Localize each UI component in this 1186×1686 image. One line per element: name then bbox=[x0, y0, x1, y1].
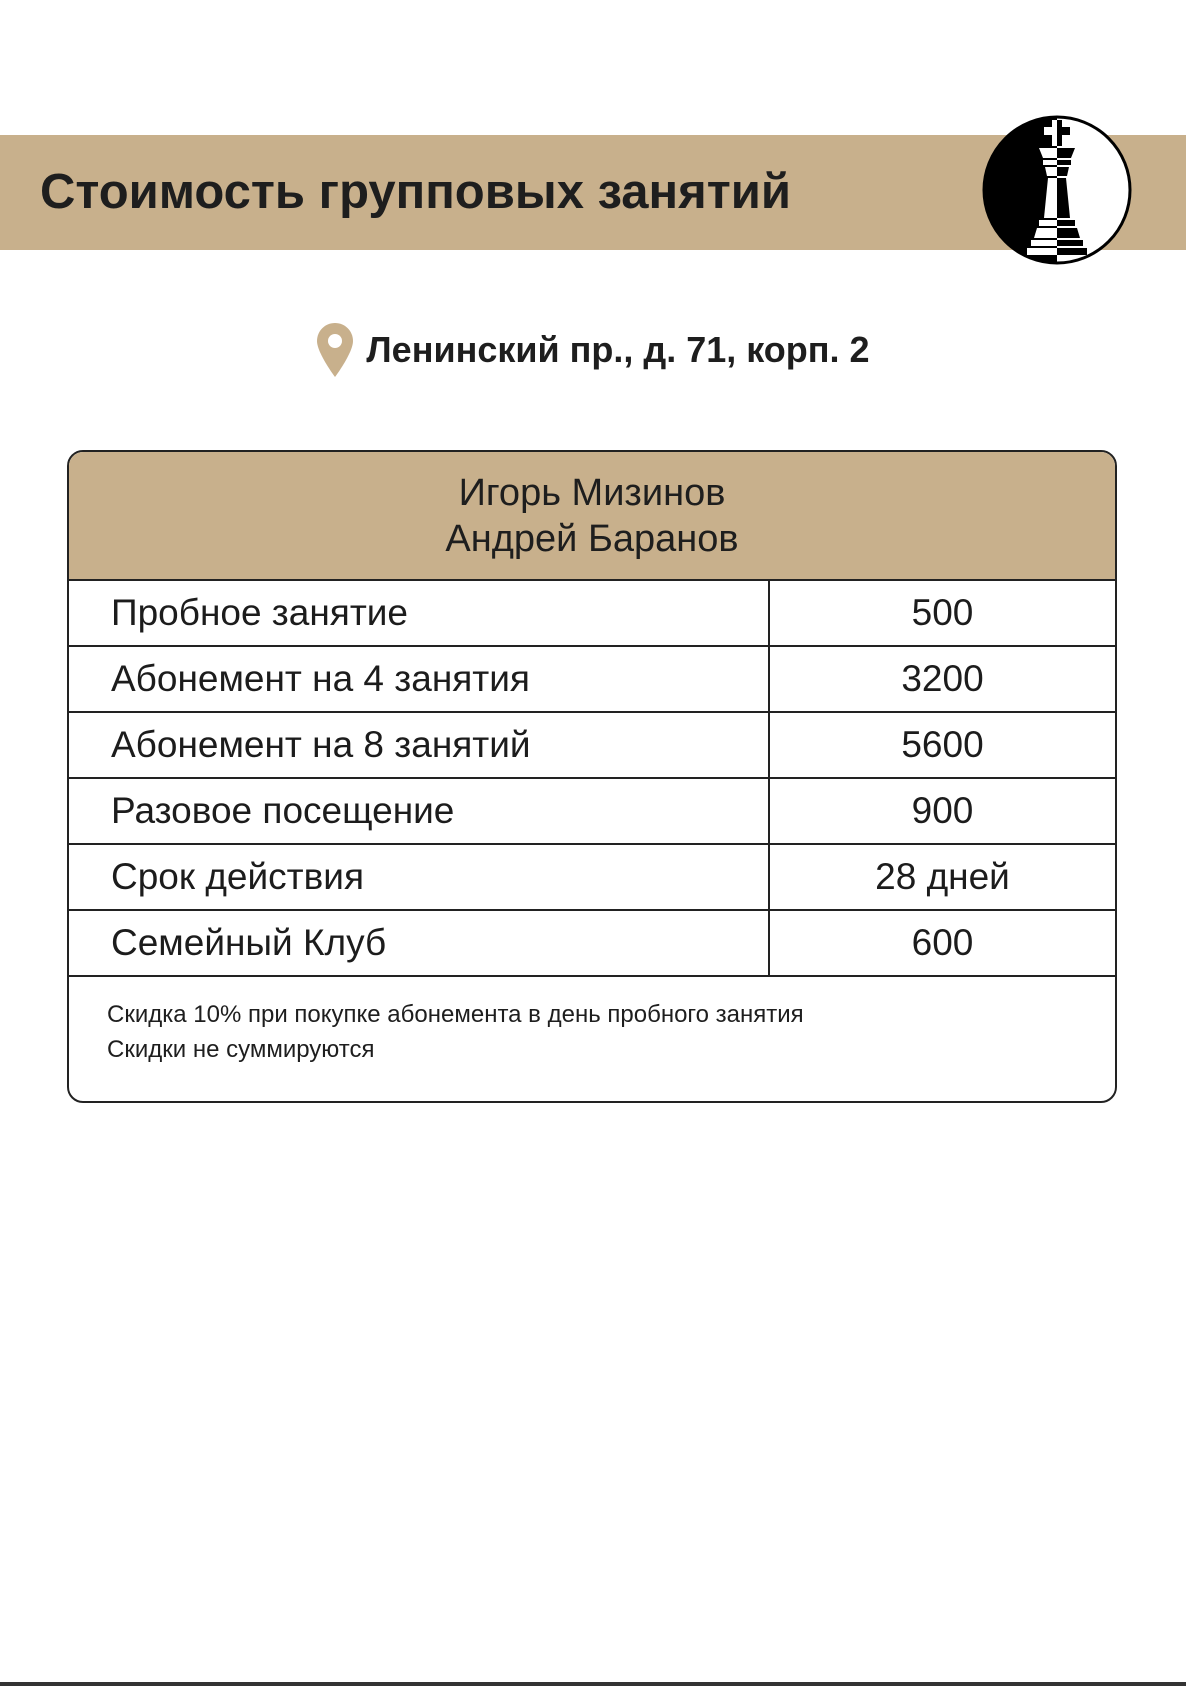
price-table bbox=[67, 450, 1117, 1103]
table-row bbox=[69, 647, 1115, 713]
trainer-name: Игорь Мизинов bbox=[458, 471, 726, 514]
bottom-divider bbox=[0, 1682, 1186, 1686]
price-item-name: Пробное занятие bbox=[69, 581, 770, 645]
price-item-value: 28 дней bbox=[875, 856, 1010, 897]
address-line bbox=[0, 320, 1186, 380]
price-item-name: Абонемент на 8 занятий bbox=[69, 713, 770, 777]
price-item-name: Семейный Клуб bbox=[69, 911, 770, 975]
location-pin-icon bbox=[316, 322, 354, 378]
trainers-header bbox=[69, 452, 1115, 581]
table-row bbox=[69, 713, 1115, 779]
table-row bbox=[69, 845, 1115, 911]
address-text: Ленинский пр., д. 71, корп. 2 bbox=[366, 329, 870, 370]
page-title: Стоимость групповых занятий bbox=[40, 165, 791, 219]
price-item-value: 3200 bbox=[901, 658, 984, 699]
price-item-name: Срок действия bbox=[69, 845, 770, 909]
discount-notes bbox=[69, 977, 1115, 1067]
price-item-value: 600 bbox=[911, 922, 974, 963]
price-item-value: 5600 bbox=[901, 724, 984, 765]
trainer-name: Андрей Баранов bbox=[445, 517, 739, 560]
table-row bbox=[69, 779, 1115, 845]
price-item-name: Разовое посещение bbox=[69, 779, 770, 843]
price-item-value: 900 bbox=[911, 790, 974, 831]
chess-king-icon bbox=[981, 114, 1133, 266]
price-item-name: Абонемент на 4 занятия bbox=[69, 647, 770, 711]
table-row bbox=[69, 581, 1115, 647]
price-item-value: 500 bbox=[911, 592, 974, 633]
note-text: Скидка 10% при покупке абонемента в день пробного занятия bbox=[107, 1001, 804, 1028]
note-text: Скидки не суммируются bbox=[107, 1036, 375, 1063]
table-row bbox=[69, 911, 1115, 977]
